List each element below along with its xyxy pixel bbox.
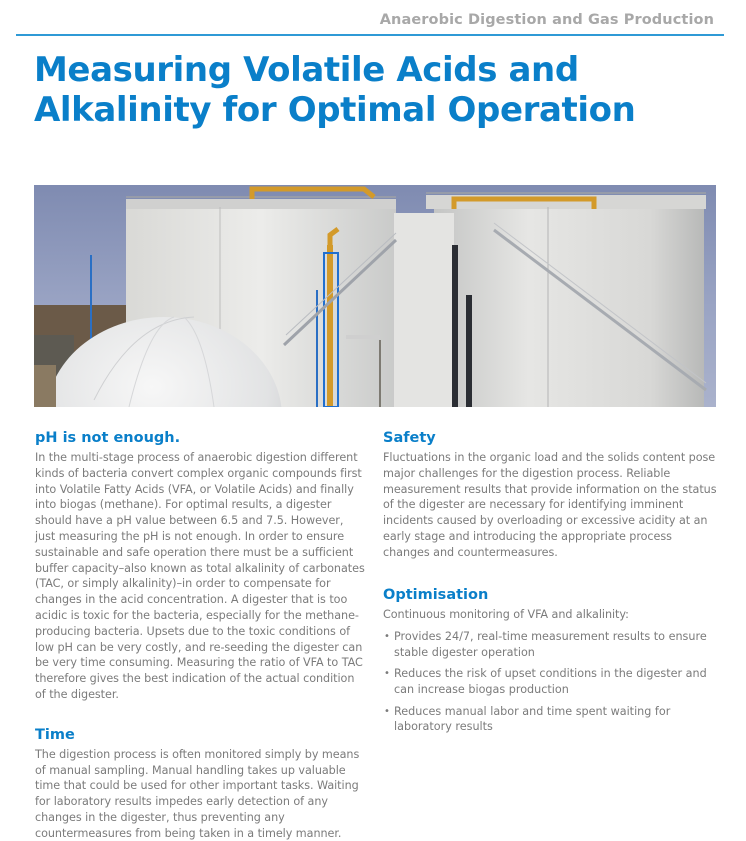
section-heading-time: Time	[35, 726, 75, 743]
section-heading-optimisation: Optimisation	[383, 586, 489, 603]
benefit-list	[383, 629, 717, 735]
benefit-item	[383, 666, 717, 698]
page-title	[34, 50, 724, 130]
section-intro-optimisation: Continuous monitoring of VFA and alkalinity:	[383, 607, 629, 621]
right-column	[383, 428, 717, 741]
digester-plant-illustration	[34, 185, 716, 407]
spacer	[383, 561, 717, 585]
section-body-safety: Fluctuations in the organic load and the solids content pose major challenges for the digestion process. Reliable measurement results that provide information on the status of the digester are necessary for identifying imminent incidents caused by overloading or excessive acidity at an early stage and introducing the appropriate process changes and countermeasures.	[383, 451, 717, 559]
benefit-item	[383, 704, 717, 736]
page-title-line-2: Alkalinity for Optimal Operation	[34, 90, 636, 130]
benefit-text: Reduces manual labor and time spent waiting for laboratory results	[394, 704, 671, 734]
header-rule	[16, 34, 724, 36]
section-heading-safety: Safety	[383, 430, 436, 446]
bullet-icon: •	[384, 705, 390, 717]
benefit-item	[383, 629, 717, 661]
section-time	[35, 725, 367, 841]
section-body-time: The digestion process is often monitored simply by means of manual sampling. Manual handling takes up valuable time that could be used for other important tasks. Waiting for laboratory results impedes early detection of any changes in the digester, thus preventing any countermeasures from being taken in a timely manner.	[35, 747, 360, 840]
spacer	[35, 703, 367, 725]
running-header: Anaerobic Digestion and Gas Production	[379, 12, 714, 28]
section-heading-ph: pH is not enough.	[35, 430, 181, 446]
hero-image	[34, 185, 716, 407]
left-column	[35, 428, 367, 841]
section-ph	[35, 428, 367, 703]
bullet-icon: •	[384, 668, 390, 680]
section-safety	[383, 428, 717, 561]
bullet-icon: •	[384, 631, 390, 643]
page-title-line-1: Measuring Volatile Acids and	[34, 50, 579, 90]
benefit-text: Reduces the risk of upset conditions in the digester and can increase biogas production	[394, 667, 707, 697]
section-optimisation	[383, 585, 717, 736]
section-body-ph: In the multi-stage process of anaerobic digestion different kinds of bacteria convert complex organic compounds first into Volatile Fatty Acids (VFA, or Volatile Acids) and finally into biogas (methane). For optimal results, a digester should have a pH value between 6.5 and 7.5. However, just measuring the pH is not enough. In order to ensure sustainable and safe operation there must be a sufficient buffer capacity–also known as total alkalinity of carbonates (TAC, or simply alkalinity)–in order to compensate for changes in the acid concentration. A digester that is too acidic is toxic for the bacteria, especially for the methane-producing bacteria. Upsets due to the toxic conditions of low pH can be very costly, and re-seeding the digester can be very time consuming. Measuring the ratio of VFA to TAC therefore gives the best indication of the actual condition of the digester.	[35, 451, 365, 701]
benefit-text: Provides 24/7, real-time measurement results to ensure stable digester operation	[394, 630, 707, 660]
